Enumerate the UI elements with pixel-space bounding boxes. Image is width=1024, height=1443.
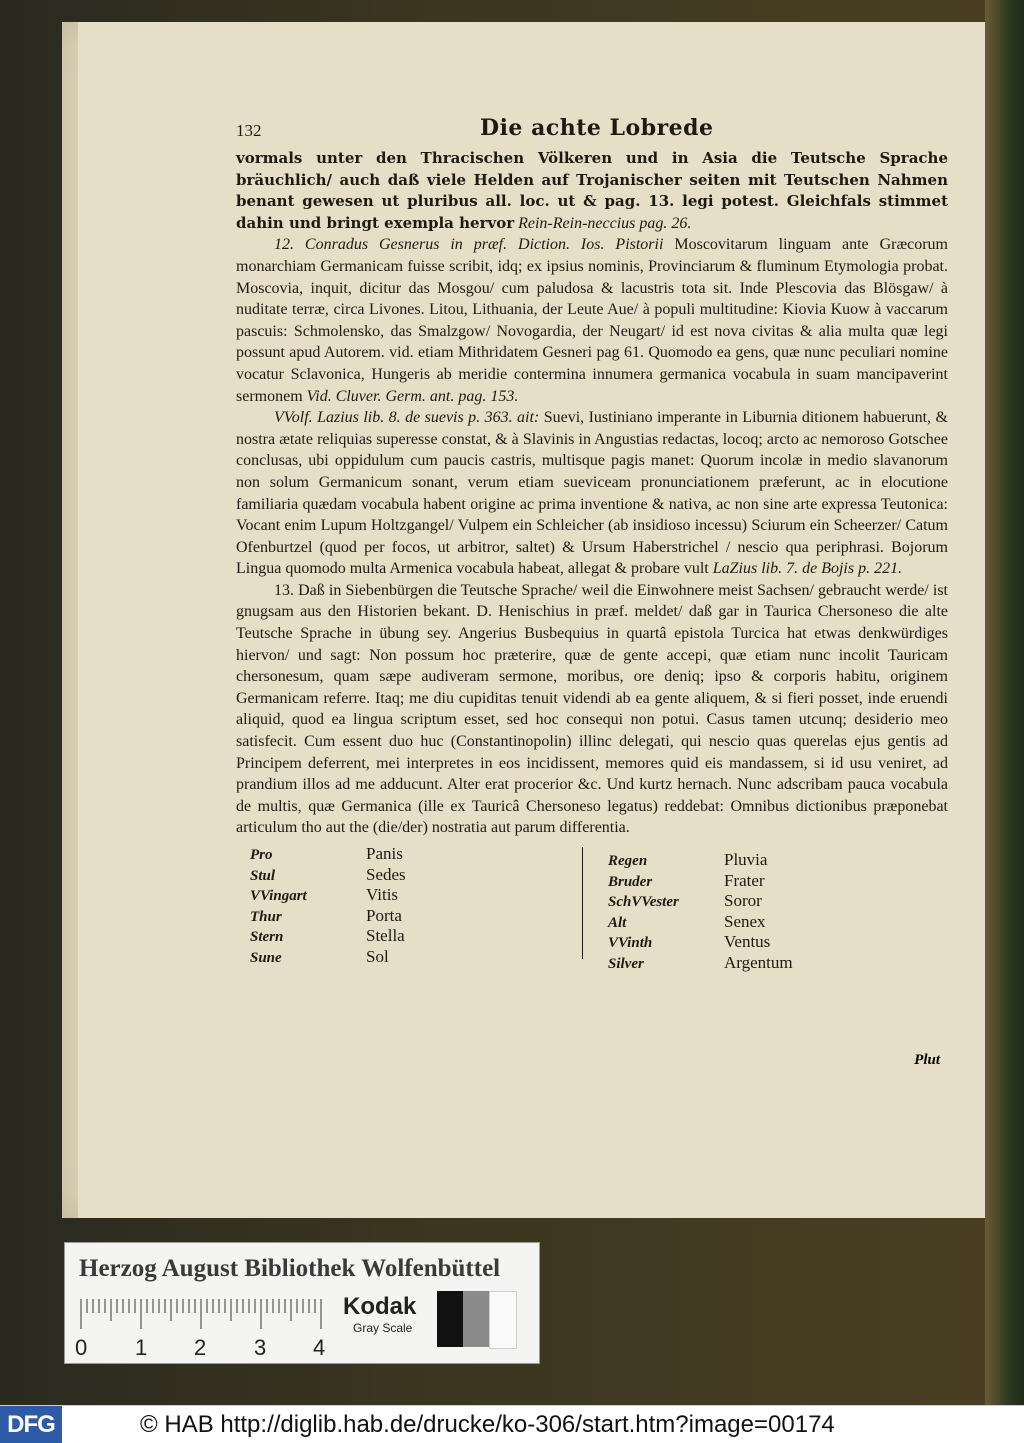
vocab-latin: Senex — [724, 911, 766, 931]
catchword: Plut — [914, 1052, 940, 1068]
vocab-german: Sune — [250, 949, 282, 966]
vocab-latin: Soror — [724, 891, 762, 911]
vocab-german: Alt — [608, 914, 627, 931]
copyright-link[interactable]: © HAB http://diglib.hab.de/drucke/ko-306/start.htm?image=00174 — [140, 1411, 835, 1438]
ruler-number: 4 — [313, 1335, 326, 1360]
kodak-logo: Kodak — [343, 1293, 417, 1320]
vocab-german: Pro — [250, 847, 273, 863]
vocab-german: VVinth — [608, 935, 653, 952]
ruler-number: 1 — [135, 1335, 148, 1360]
page-number: 132 — [236, 121, 262, 140]
vocab-latin: Pluvia — [724, 850, 768, 869]
footer-bar — [0, 1405, 1024, 1443]
vocab-german: VVingart — [250, 888, 307, 905]
vocab-latin: Argentum — [724, 952, 793, 972]
paragraph-4-text: 13. Daß in Siebenbürgen die Teutsche Sprache/ weil die Einwohnere meist Sachsen/ gebraucht werde/ ist gnugsam aus den Historien bekant. D. Henischius in præf. meldet/ daß gar in Taurica Chersoneso die alte Teutsche Sprache in übung sey. Angerius Busbequius in quartâ epistola Turcica hat etwas denkwürdiges hiervon/ und sagt: Non possum hoc præterire, quæ de gente accepi, quæ etiam nunc incolit Tauricam chersonesum, quam sæpe audiveram sermone, moribus, ore deniq; ipso & corporis habitu, originem Germanicam referre. Itaq; me diu cupiditas tenuit videndi ab ea gente aliquem, & si fieri posset, inde eruendi aliquid, quod ea lingua scriptum esset, sed hoc consequi non potui. Casus tamen utcunq; desiderio meo satisfecit. Cum essent duo huc (Constantinopolin) illinc delegati, qui nescio quas querelas ejus gentis ad Principem deferrent, mei interpretes in eos incidissent, memores quid eis mandassem, si id usu veniret, ad prandium illos ad me adducunt. Alter erat procerior &c. Und kurtz hernach. Nunc adscribam pauca vocabula de multis, quæ Germanica (ille ex Tauricâ Chersoneso legatus) reddebat: Omnibus dictionibus præponebat articulum tho aut the (die/der) nostratia aut parum differentia. — [236, 581, 948, 837]
vocab-row — [250, 843, 406, 864]
ruler-number: 3 — [254, 1335, 267, 1360]
page-text — [236, 115, 949, 973]
dfg-logo: DFG — [0, 1406, 62, 1443]
paragraph-3 — [236, 407, 948, 580]
vocab-german: Stul — [250, 867, 276, 884]
vocab-column-left — [250, 843, 406, 967]
paragraph-2-ref: 12. Conradus Gesnerus in præf. Diction. Ios. Pistorii — [274, 236, 664, 254]
paragraph-3-ref-end: LaZius lib. 7. de Bojis p. 221. — [712, 560, 903, 578]
paragraph-2-ref-end: Vid. Cluver. Germ. ant. pag. 153. — [306, 387, 519, 405]
ruler-scale — [77, 1295, 333, 1335]
vocab-row — [608, 911, 793, 932]
paragraph-1 — [236, 148, 948, 234]
ruler-number: 2 — [194, 1335, 207, 1360]
swatch-black — [437, 1291, 463, 1347]
vocab-row — [250, 925, 406, 946]
paragraph-2 — [236, 234, 948, 407]
vocab-latin: Vitis — [366, 885, 399, 905]
vocab-row — [250, 864, 406, 885]
paragraph-3-text: Suevi, Iustiniano imperante in Liburnia ditionem habuerunt, & nostra ætate reliquias superesse constat, & à Slavinis in Angustias redactas, locoq; arcto ac nemoroso Gotschee conclusas, ubi oppidulum cum paucis castris, multisque pagis manet: Quorum incolæ in medio slavanorum non solum Germanicum sonant, verum etiam sueviceam pronunciationem præferunt, ac in elocutione familiaria quædam vocabula habent origine ac prima inventione & nativa, ac non sine arte expressa Teutonica: Vocant enim Lupum Holtzgangel/ Vulpem ein Schleicher (ab insidioso incessu) Sciurum ein Scheerzer/ Catum Ofenburtzel (quod per focos, ut arbitror, saltet) & Ursum Haberstrichel / nescio qua periphrasi. Bojorum Lingua quomodo multa Armenica vocabula habeat, allegat & probare vult — [236, 409, 949, 578]
vocabulary-table — [236, 843, 948, 973]
vocab-german: SchVVester — [608, 894, 679, 911]
vocab-row — [250, 946, 406, 967]
library-color-chart — [64, 1242, 540, 1364]
vocab-row — [608, 870, 793, 891]
paragraph-3-ref: VVolf. Lazius lib. 8. de suevis p. 363. ait: — [274, 409, 540, 427]
vocab-latin: Porta — [366, 905, 402, 925]
swatch-gray — [463, 1291, 489, 1347]
vocab-row — [250, 905, 406, 926]
gray-swatches — [437, 1291, 517, 1347]
swatch-white — [489, 1291, 517, 1349]
gray-scale-label: Gray Scale — [353, 1321, 413, 1335]
running-title: Die achte Lobrede — [480, 115, 714, 141]
vocab-row — [608, 952, 793, 973]
vocab-row — [608, 890, 793, 911]
vocab-row — [608, 931, 793, 952]
book-spine — [985, 0, 1024, 1405]
vocab-divider — [582, 847, 583, 959]
page-header — [236, 115, 948, 146]
vocab-latin: Frater — [724, 870, 765, 890]
paragraph-4 — [236, 580, 948, 839]
library-name: Herzog August Bibliothek Wolfenbüttel — [79, 1255, 501, 1282]
vocab-row — [608, 849, 793, 870]
vocab-latin: Ventus — [724, 932, 771, 952]
vocab-latin: Stella — [366, 926, 405, 946]
ruler-number: 0 — [75, 1335, 88, 1360]
vocab-latin: Sol — [366, 946, 389, 966]
paragraph-2-text: Moscovitarum linguam ante Græcorum monarchiam Germanicam fuisse scribit, idq; ex ipsius nominis, Provinciarum & fluminum Etymologia probat. Moscovia, inquit, dicitur das Mosgou/ cum paludosa & lacustris tota sit. Inde Plescovia das Blösgaw/ à nuditate terræ, circa Livones. Litou, Lithuania, der Leute Aue/ à populi multitudine: Kiovia Kuow à vaccarum pascuis: Schmolensko, das Smalzgow/ Novogardia, der Neugart/ id est nova civitas & alia multa quæ legi possunt apud Autorem. vid. etiam Mithridatem Gesneri pag 61. Quomodo ea gens, quæ nunc peculiari nomine vocatur Sclavonica, Hungeris ab meridie contermina innumera germanica vocabula in suam mancipaverint sermonem — [236, 236, 949, 405]
vocab-latin: Panis — [366, 844, 403, 863]
vocab-german: Regen — [608, 853, 648, 869]
vocab-german: Stern — [250, 929, 284, 946]
vocab-column-right — [608, 849, 793, 973]
vocab-german: Silver — [608, 955, 644, 972]
paragraph-1-text: vormals unter den Thracischen Völkeren und in Asia die Teutsche Sprache bräuchlich/ auch daß viele Helden auf Trojanischer seiten mit Teutschen Nahmen benant gewesen ut pluribus all. loc. ut & pag. 13. legi potest. Gleichfals stimmet dahin und bringt exempla hervor — [236, 149, 948, 232]
vocab-row — [250, 884, 406, 905]
vocab-german: Bruder — [608, 873, 653, 890]
vocab-latin: Sedes — [366, 864, 406, 884]
vocab-german: Thur — [250, 908, 282, 925]
paragraph-1-ref: Rein-Rein-neccius pag. 26. — [518, 214, 692, 232]
